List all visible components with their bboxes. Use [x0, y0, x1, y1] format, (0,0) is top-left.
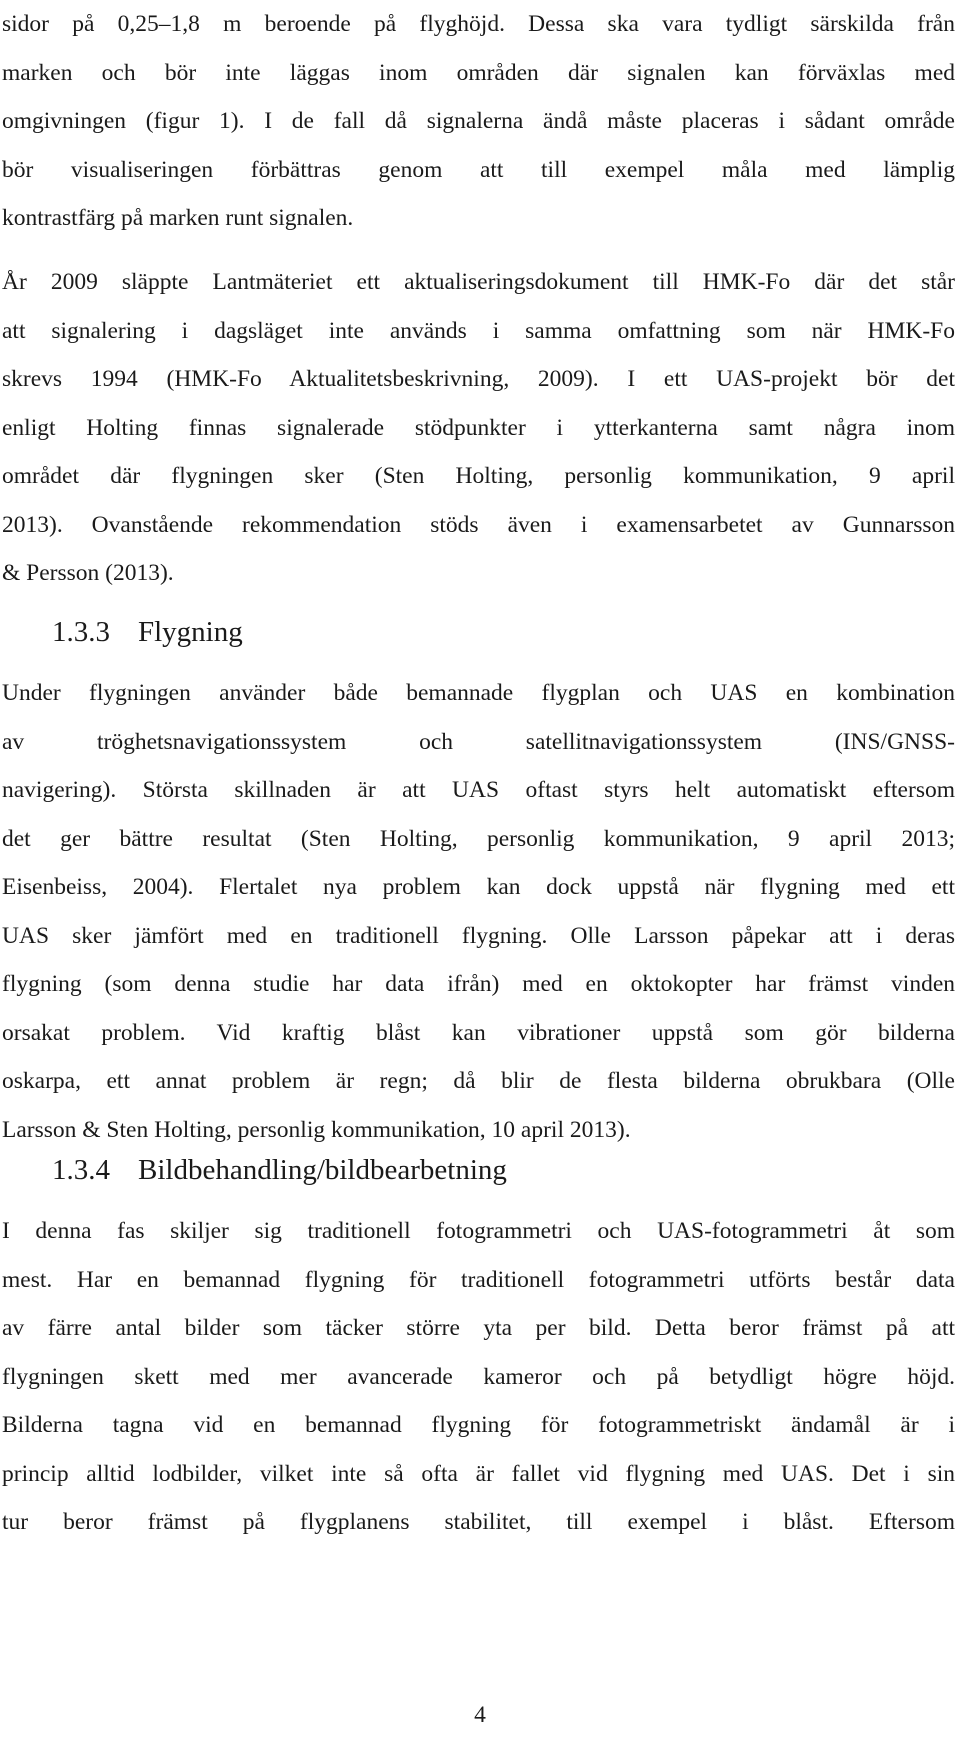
paragraph-signal-placement: [2, 0, 955, 243]
text-line: princip alltid lodbilder, vilket inte så ofta är fallet vid flygning med UAS. Det i sin: [2, 1460, 955, 1487]
text-line: sidor på 0,25–1,8 m beroende på flyghöjd. Dessa ska vara tydligt särskilda från: [2, 11, 955, 37]
section-number: 1.3.3: [52, 616, 110, 648]
text-line: enligt Holting finnas signalerade stödpunkter i ytterkanterna samt några inom: [2, 414, 955, 441]
text-line: mest. Har en bemannad flygning för traditionell fotogrammetri utförts består data: [2, 1266, 955, 1293]
section-heading-flygning: [52, 614, 243, 650]
text-line: området där flygningen sker (Sten Holting, personlig kommunikation, 9 april: [2, 463, 955, 489]
text-line: navigering). Största skillnaden är att UAS oftast styrs helt automatiskt eftersom: [2, 777, 955, 803]
page-number: 4: [474, 1702, 486, 1728]
text-line: att signalering i dagsläget inte används i samma omfattning som när HMK-Fo: [2, 317, 955, 344]
section-title: Bildbehandling/bildbearbetning: [138, 1154, 507, 1186]
text-line: av färre antal bilder som täcker större yta per bild. Detta beror främst på att: [2, 1315, 955, 1341]
text-line: 2013). Ovanstående rekommendation stöds även i examensarbetet av Gunnarsson: [2, 511, 955, 538]
section-title: Flygning: [138, 616, 243, 648]
text-line: Bilderna tagna vid en bemannad flygning för fotogrammetriskt ändamål är i: [2, 1412, 955, 1438]
text-line: Larsson & Sten Holting, personlig kommunikation, 10 april 2013).: [2, 1116, 631, 1143]
text-line: UAS sker jämfört med en traditionell flygning. Olle Larsson påpekar att i deras: [2, 922, 955, 949]
text-line: År 2009 släppte Lantmäteriet ett aktualiseringsdokument till HMK-Fo där det står: [2, 269, 955, 295]
text-line: bör visualiseringen förbättras genom att till exempel måla med lämplig: [2, 156, 955, 183]
section-number: 1.3.4: [52, 1154, 110, 1186]
text-line: marken och bör inte läggas inom områden där signalen kan förväxlas med: [2, 59, 955, 86]
text-line: Under flygningen använder både bemannade flygplan och UAS en kombination: [2, 680, 955, 706]
text-line: kontrastfärg på marken runt signalen.: [2, 205, 354, 231]
text-line: flygningen skett med mer avancerade kameror och på betydligt högre höjd.: [2, 1363, 955, 1390]
text-line: orsakat problem. Vid kraftig blåst kan vibrationer uppstå som gör bilderna: [2, 1019, 955, 1046]
text-line: skrevs 1994 (HMK-Fo Aktualitetsbeskrivning, 2009). I ett UAS-projekt bör det: [2, 366, 955, 392]
paragraph-bildbehandling: [2, 1207, 955, 1547]
text-line: Eisenbeiss, 2004). Flertalet nya problem kan dock uppstå när flygning med ett: [2, 874, 955, 900]
text-line: & Persson (2013).: [2, 560, 174, 586]
text-line: det ger bättre resultat (Sten Holting, personlig kommunikation, 9 april 2013;: [2, 825, 955, 852]
text-line: oskarpa, ett annat problem är regn; då blir de flesta bilderna obrukbara (Olle: [2, 1068, 955, 1094]
text-line: omgivningen (figur 1). I de fall då signalerna ändå måste placeras i sådant område: [2, 108, 955, 134]
section-heading-bildbehandling: [52, 1152, 507, 1188]
paragraph-lantmateriet-2009: [2, 258, 955, 598]
text-line: I denna fas skiljer sig traditionell fotogrammetri och UAS-fotogrammetri åt som: [2, 1218, 955, 1244]
text-line: tur beror främst på flygplanens stabilitet, till exempel i blåst. Eftersom: [2, 1509, 955, 1535]
text-line: av tröghetsnavigationssystem och satellitnavigationssystem (INS/GNSS-: [2, 728, 955, 755]
paragraph-flygning: [2, 669, 955, 1154]
text-line: flygning (som denna studie har data ifrån) med en oktokopter har främst vinden: [2, 971, 955, 997]
